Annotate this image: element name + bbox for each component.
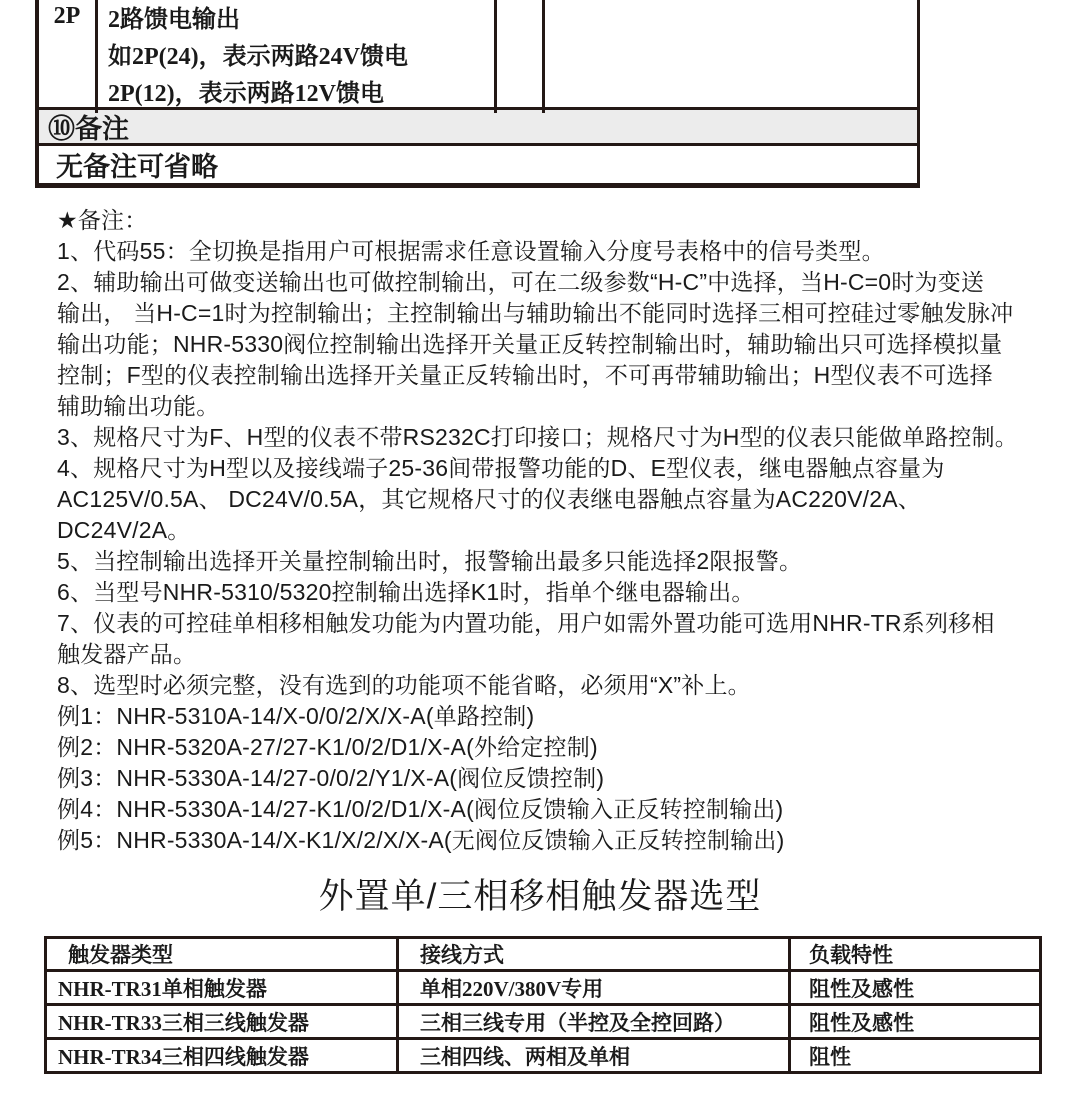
example-line-5: 例5：NHR-5330A-14/X-K1/X/2/X/X-A(无阀位反馈输入正反转控制输出): [57, 827, 785, 853]
trigger-table-header-row: [46, 938, 1041, 971]
note-line-2-cont: 控制；F型的仪表控制输出选择开关量正反转输出时，不可再带辅助输出；H型仪表不可选择: [57, 362, 993, 388]
example-line-1: 例1：NHR-5310A-14/X-0/0/2/X/X-A(单路控制): [57, 703, 535, 729]
header-trigger-type: 触发器类型: [46, 938, 398, 971]
note-line-1: 1、代码55：全切换是指用户可根据需求任意设置输入分度号表格中的信号类型。: [57, 238, 885, 264]
wiring-mode-cell: 三相三线专用（半控及全控回路）: [398, 1005, 790, 1039]
note-line-4: 4、规格尺寸为H型以及接线端子25-36间带报警功能的D、E型仪表，继电器触点容量为: [57, 455, 945, 481]
example-line-2: 例2：NHR-5320A-27/27-K1/0/2/D1/X-A(外给定控制): [57, 734, 598, 760]
remark-value-row: [39, 146, 917, 183]
wiring-mode-cell: 三相四线、两相及单相: [398, 1039, 790, 1073]
note-line-2-cont: 辅助输出功能。: [57, 393, 220, 419]
trigger-selection-table: [44, 936, 1042, 1074]
feed-output-description-cell: [95, 0, 494, 113]
trigger-type-cell: NHR-TR34三相四线触发器: [46, 1039, 398, 1073]
load-characteristic-cell: 阻性: [790, 1039, 1041, 1073]
header-load-characteristic: 负载特性: [790, 938, 1041, 971]
notes-heading: ★备注：: [57, 207, 148, 233]
load-characteristic-cell: 阻性及感性: [790, 1005, 1041, 1039]
note-line-3: 3、规格尺寸为F、H型的仪表不带RS232C打印接口；规格尺寸为H型的仪表只能做单路控制。: [57, 424, 1018, 450]
note-line-2: 2、辅助输出可做变送输出也可做控制输出，可在二级参数“H-C”中选择，当H-C=0时为变送: [57, 269, 985, 295]
feed-output-row: [39, 0, 917, 110]
remark-section-header-row: [39, 110, 917, 146]
ordering-code-table: [35, 0, 920, 188]
trigger-type-cell: NHR-TR33三相三线触发器: [46, 1005, 398, 1039]
empty-code-column-cell: [494, 0, 542, 113]
remark-value-label: 无备注可省略: [56, 152, 218, 182]
header-wiring-mode: 接线方式: [398, 938, 790, 971]
feed-output-desc-line: 2P(12)，表示两路12V馈电: [108, 81, 384, 107]
note-line-5: 5、当控制输出选择开关量控制输出时，报警输出最多只能选择2限报警。: [57, 548, 803, 574]
note-line-8: 8、选型时必须完整，没有选到的功能项不能省略，必须用“X”补上。: [57, 672, 751, 698]
table-row: [46, 1005, 1041, 1039]
note-line-4-cont: AC125V/0.5A、 DC24V/0.5A，其它规格尺寸的仪表继电器触点容量为AC220V/2A、: [57, 486, 921, 512]
remark-section-header-label: ⑩备注: [48, 114, 129, 144]
note-line-7-cont: 触发器产品。: [57, 641, 197, 667]
note-line-2-cont: 输出， 当H-C=1时为控制输出；主控制输出与辅助输出不能同时选择三相可控硅过零触发脉冲: [57, 300, 1014, 326]
feed-output-desc-line: 2路馈电输出: [108, 7, 240, 33]
trigger-type-cell: NHR-TR31单相触发器: [46, 971, 398, 1005]
notes-section: [57, 205, 1042, 856]
load-characteristic-cell: 阻性及感性: [790, 971, 1041, 1005]
example-line-4: 例4：NHR-5330A-14/27-K1/0/2/D1/X-A(阀位反馈输入正反转控制输出): [57, 796, 784, 822]
empty-description-cell: [542, 0, 917, 113]
table-row: [46, 971, 1041, 1005]
note-line-4-cont: DC24V/2A。: [57, 517, 191, 543]
trigger-selection-title: 外置单/三相移相触发器选型: [318, 877, 762, 916]
wiring-mode-cell: 单相220V/380V专用: [398, 971, 790, 1005]
note-line-6: 6、当型号NHR-5310/5320控制输出选择K1时，指单个继电器输出。: [57, 579, 755, 605]
example-line-3: 例3：NHR-5330A-14/27-0/0/2/Y1/X-A(阀位反馈控制): [57, 765, 605, 791]
note-line-2-cont: 输出功能；NHR-5330阀位控制输出选择开关量正反转控制输出时，辅助输出只可选择模拟量: [57, 331, 1003, 357]
feed-output-code-cell: 2P: [53, 3, 81, 29]
note-line-7: 7、仪表的可控硅单相移相触发功能为内置功能，用户如需外置功能可选用NHR-TR系列移相: [57, 610, 995, 636]
table-row: [46, 1039, 1041, 1073]
feed-output-desc-line: 如2P(24)，表示两路24V馈电: [108, 44, 408, 70]
